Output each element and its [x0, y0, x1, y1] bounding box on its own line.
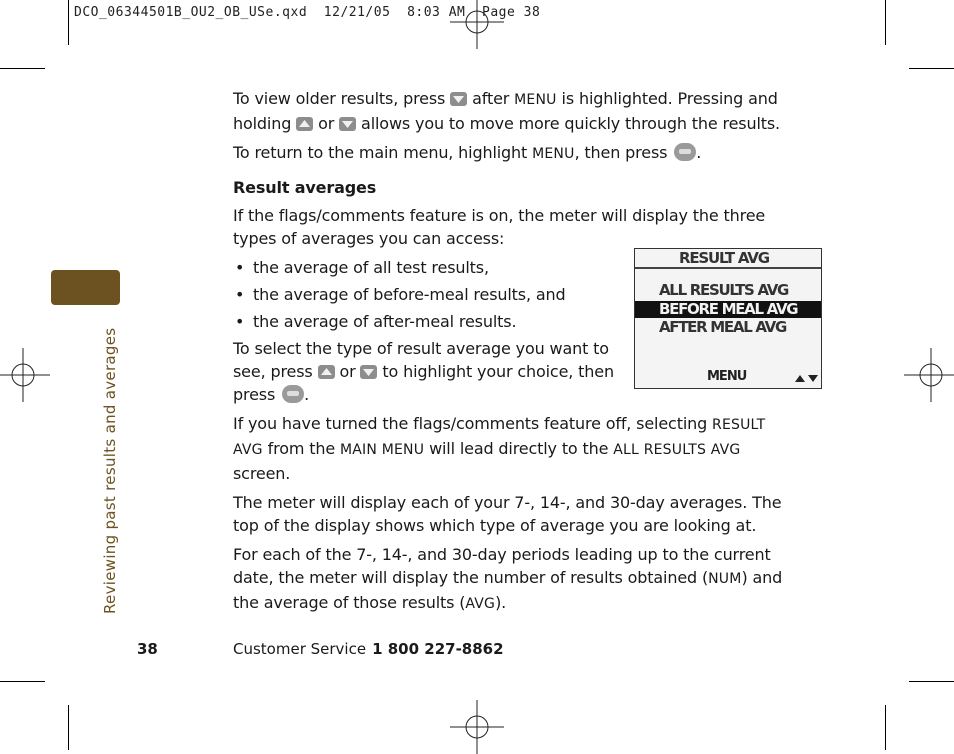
menu-term: MENU — [532, 146, 575, 162]
menu-term: NUM — [708, 571, 742, 587]
registration-mark-icon — [0, 348, 50, 402]
screen-menu-label: MENU — [707, 369, 747, 384]
crop-mark — [909, 68, 954, 69]
section-side-label: Reviewing past results and averages — [101, 327, 119, 614]
text: to highlight your choice, then press — [233, 362, 614, 404]
down-arrow-button-icon — [450, 92, 467, 106]
paragraph — [233, 87, 793, 135]
list-item: • the average of after-meal results. — [233, 310, 793, 333]
screen-title: RESULT AVG — [679, 249, 769, 267]
text: ). — [495, 593, 507, 612]
phone-number: 1 800 227-8862 — [372, 640, 504, 658]
down-arrow-button-icon — [360, 365, 377, 379]
text: or — [313, 114, 340, 133]
paragraph — [233, 543, 793, 616]
section-heading: Result averages — [233, 178, 377, 197]
print-slug: DCO_06344501B_OU2_OB_USe.qxd 12/21/05 8:03 AM Page 38 — [74, 5, 541, 20]
text: from the — [262, 439, 340, 458]
text: . — [304, 385, 310, 404]
paragraph — [233, 141, 793, 166]
crop-mark — [68, 0, 69, 45]
section-tab — [51, 270, 120, 305]
meter-screen-illustration — [634, 248, 822, 389]
paragraph — [233, 337, 623, 406]
paragraph — [233, 412, 793, 485]
text: To return to the main menu, highlight — [233, 143, 533, 162]
registration-mark-icon — [450, 0, 504, 49]
list-item: • the average of all test results, — [233, 256, 793, 279]
text: . — [696, 143, 702, 162]
footer-customer-service — [233, 640, 504, 658]
text: , then press — [574, 143, 673, 162]
menu-term: RESULT AVG — [233, 417, 766, 458]
text: allows you to move more quickly through the results. — [356, 114, 780, 133]
service-label: Customer Service — [233, 640, 367, 658]
text: For each of the 7-, 14-, and 30-day periods leading up to the current date, the meter will display the number of results obtained ( — [233, 545, 771, 587]
registration-mark-icon — [450, 700, 504, 754]
crop-mark — [909, 681, 954, 682]
screen-menu-item: AFTER MEAL AVG — [659, 318, 786, 336]
paragraph: The meter will display each of your 7-, 14-, and 30-day averages. The top of the display shows which type of average you are looking at. — [233, 493, 782, 535]
list-item: • the average of before-meal results, and — [233, 283, 793, 306]
screen-menu-item: ALL RESULTS AVG — [659, 281, 789, 299]
ok-button-icon — [674, 143, 696, 161]
menu-term: MENU — [514, 92, 557, 108]
divider — [635, 267, 821, 269]
text: or — [334, 362, 361, 381]
menu-term: ALL RESULTS AVG — [613, 442, 741, 458]
text: To select the type of result average you want to see, press — [233, 339, 609, 381]
up-arrow-button-icon — [296, 117, 313, 131]
down-arrow-button-icon — [339, 117, 356, 131]
crop-mark — [885, 705, 886, 750]
up-down-arrows-icon — [793, 373, 821, 383]
text: after — [467, 89, 515, 108]
registration-mark-icon — [904, 348, 954, 402]
text: screen. — [233, 464, 291, 483]
crop-mark — [885, 0, 886, 45]
crop-mark — [0, 681, 45, 682]
screen-menu-item-selected: BEFORE MEAL AVG — [659, 300, 798, 318]
up-arrow-button-icon — [318, 365, 335, 379]
text: ) and the average of those results ( — [233, 568, 783, 612]
text: To view older results, press — [233, 89, 451, 108]
page-number: 38 — [137, 640, 158, 658]
menu-term: MAIN MENU — [339, 442, 425, 458]
text: If you have turned the flags/comments feature off, selecting — [233, 414, 713, 433]
ok-button-icon — [282, 385, 304, 403]
text: is highlighted. Pressing and holding — [233, 89, 778, 133]
crop-mark — [0, 68, 45, 69]
text: will lead directly to the — [424, 439, 614, 458]
crop-mark — [68, 705, 69, 750]
menu-term: AVG — [465, 596, 496, 612]
paragraph: If the flags/comments feature is on, the meter will display the three types of averages you can access: — [233, 206, 766, 248]
